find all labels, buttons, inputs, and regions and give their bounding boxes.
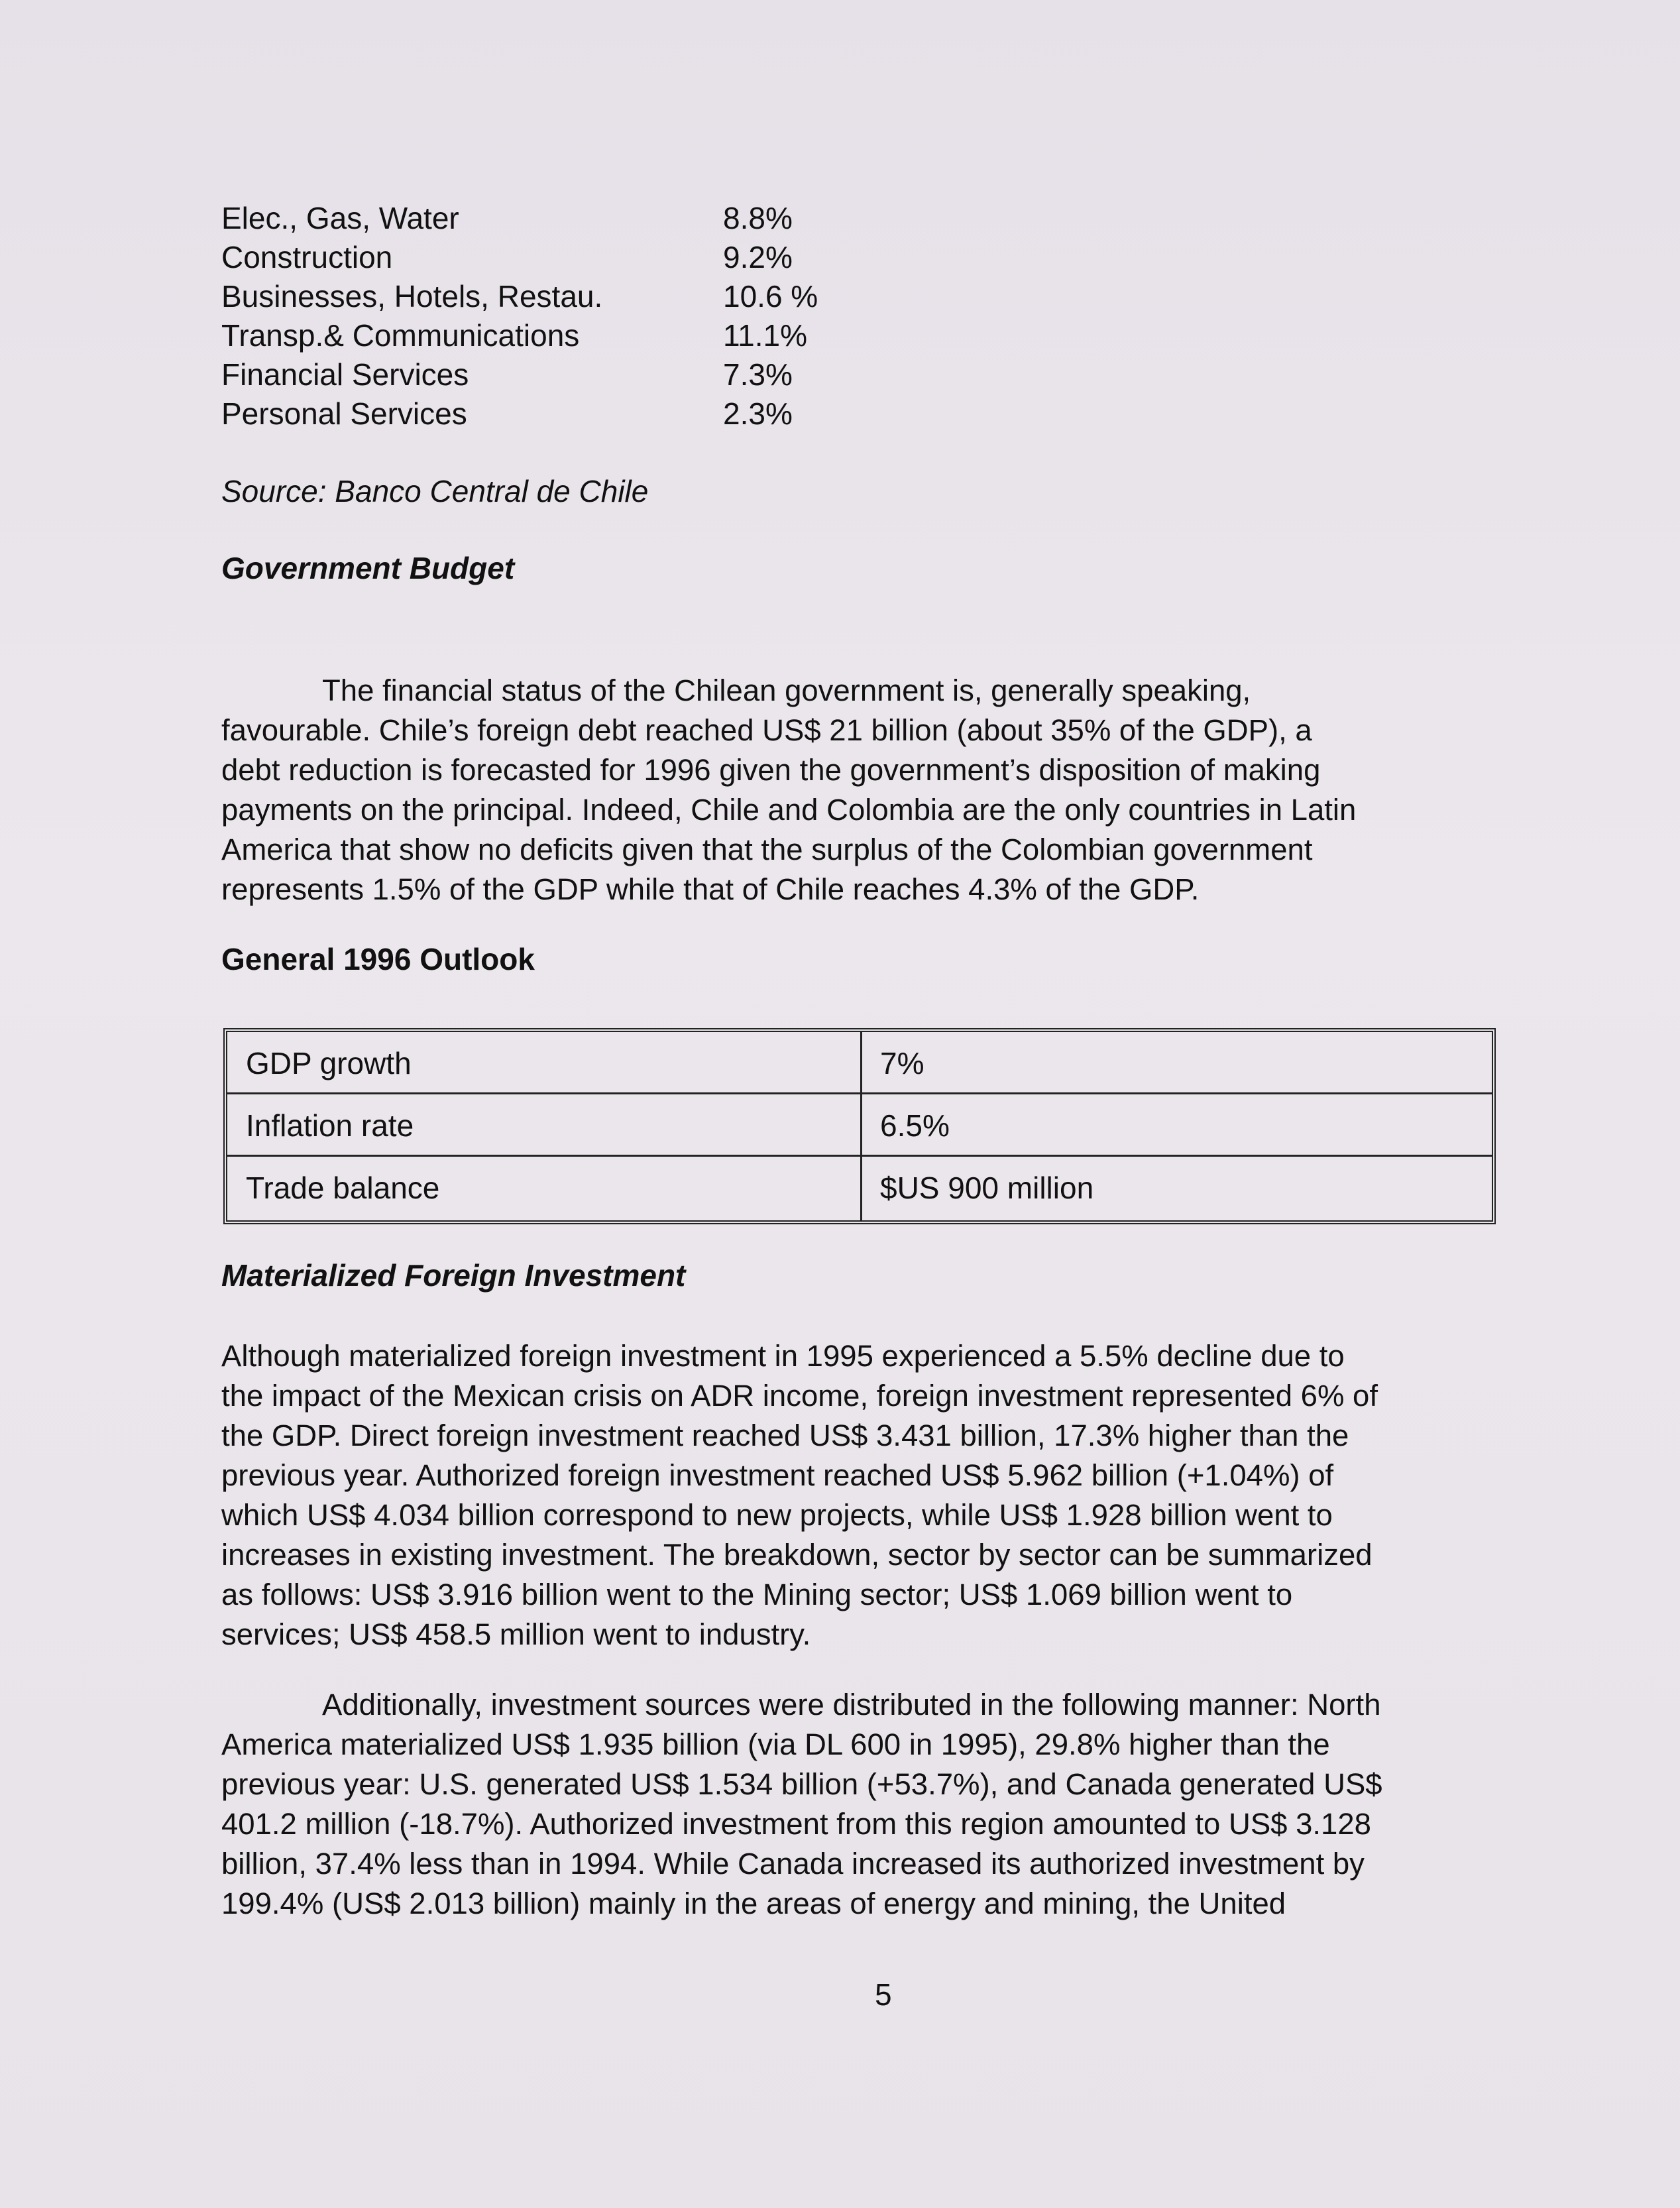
text-line: billion, 37.4% less than in 1994. While Canada increased its authorized investment by [221, 1847, 1365, 1881]
outlook-row [227, 1094, 1492, 1157]
text-line: The financial status of the Chilean government is, generally speaking, [322, 673, 1251, 707]
outlook-label: GDP growth [246, 1046, 412, 1080]
text-line: as follows: US$ 3.916 billion went to the Mining sector; US$ 1.069 billion went to [221, 1578, 1293, 1611]
sector-row [221, 316, 1017, 355]
government-budget-heading: Government Budget [221, 551, 515, 585]
outlook-label: Trade balance [246, 1171, 440, 1205]
sector-label: Businesses, Hotels, Restau. [221, 279, 603, 314]
text-line: previous year. Authorized foreign investment reached US$ 5.962 billion (+1.04%) of [221, 1458, 1334, 1492]
foreign-investment-paragraph-2 [221, 1685, 1540, 1924]
sector-value: 9.2% [723, 240, 793, 274]
text-line: represents 1.5% of the GDP while that of Chile reaches 4.3% of the GDP. [221, 872, 1200, 906]
sector-label: Personal Services [221, 396, 467, 431]
sector-label: Construction [221, 240, 393, 274]
sector-row [221, 199, 1017, 238]
page-number: 5 [875, 1977, 892, 2012]
text-line: Additionally, investment sources were distributed in the following manner: North [322, 1688, 1381, 1721]
sector-value: 8.8% [723, 201, 793, 235]
text-line: 401.2 million (-18.7%). Authorized investment from this region amounted to US$ 3.128 [221, 1807, 1371, 1841]
foreign-investment-paragraph-1 [221, 1336, 1540, 1655]
sector-value: 7.3% [723, 357, 793, 392]
sector-row [221, 238, 1017, 277]
text-line: America that show no deficits given that the surplus of the Colombian government [221, 833, 1313, 866]
outlook-heading: General 1996 Outlook [221, 942, 535, 976]
sector-row [221, 277, 1017, 316]
text-line: Although materialized foreign investment in 1995 experienced a 5.5% decline due to [221, 1339, 1345, 1373]
text-line: the GDP. Direct foreign investment reached US$ 3.431 billion, 17.3% higher than the [221, 1419, 1349, 1452]
outlook-row [227, 1157, 1492, 1219]
sector-value: 10.6 % [723, 279, 818, 314]
sector-row [221, 355, 1017, 394]
text-line: debt reduction is forecasted for 1996 given the government’s disposition of making [221, 753, 1321, 787]
text-line: previous year: U.S. generated US$ 1.534 billion (+53.7%), and Canada generated US$ [221, 1767, 1382, 1801]
sector-value: 11.1% [723, 318, 808, 353]
text-line: services; US$ 458.5 million went to industry. [221, 1617, 811, 1651]
sector-value: 2.3% [723, 396, 793, 431]
sector-label: Elec., Gas, Water [221, 201, 459, 235]
sector-growth-list [221, 199, 1017, 434]
outlook-value: $US 900 million [880, 1171, 1094, 1205]
text-line: 199.4% (US$ 2.013 billion) mainly in the areas of energy and mining, the United [221, 1887, 1286, 1920]
outlook-value: 7% [880, 1046, 924, 1080]
foreign-investment-heading: Materialized Foreign Investment [221, 1258, 686, 1293]
outlook-label: Inflation rate [246, 1108, 414, 1143]
text-line: which US$ 4.034 billion correspond to new projects, while US$ 1.928 billion went to [221, 1498, 1333, 1532]
text-line: the impact of the Mexican crisis on ADR income, foreign investment represented 6% of [221, 1379, 1378, 1413]
government-budget-paragraph [221, 671, 1540, 909]
sector-label: Transp.& Communications [221, 318, 580, 353]
sector-row [221, 394, 1017, 434]
source-citation: Source: Banco Central de Chile [221, 474, 649, 508]
sector-label: Financial Services [221, 357, 469, 392]
text-line: payments on the principal. Indeed, Chile and Colombia are the only countries in Latin [221, 793, 1357, 827]
text-line: America materialized US$ 1.935 billion (via DL 600 in 1995), 29.8% higher than the [221, 1727, 1330, 1761]
outlook-row [227, 1032, 1492, 1094]
outlook-value: 6.5% [880, 1108, 950, 1143]
outlook-table [223, 1028, 1496, 1224]
text-line: increases in existing investment. The breakdown, sector by sector can be summarized [221, 1538, 1372, 1572]
text-line: favourable. Chile’s foreign debt reached US$ 21 billion (about 35% of the GDP), a [221, 713, 1312, 747]
